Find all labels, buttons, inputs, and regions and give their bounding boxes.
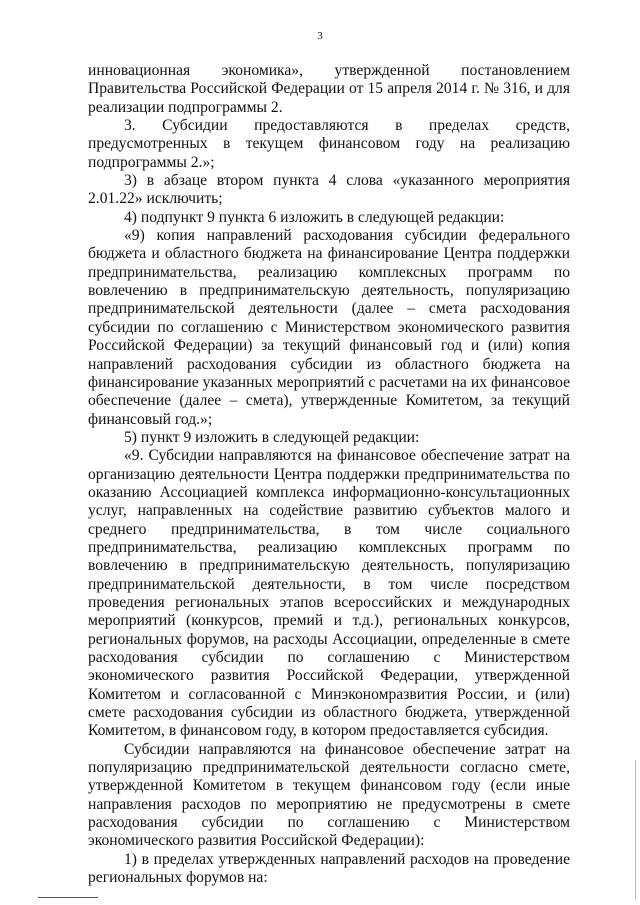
paragraph-item-1: 1) в пределах утвержденных направлений расходов на проведение региональных форумов на:	[88, 850, 570, 887]
paragraph-clause-9: «9. Субсидии направляются на финансовое обеспечение затрат на организацию деятельности Центра поддержки предпринимательства по оказанию Ассоциацией комплекса информационно-консультационных услуг, направленных на содействие развитию субъектов малого и среднего предпринимательства, в том числе социального предпринимательства, реализацию комплексных программ по вовлечению в предпринимательскую деятельность, популяризацию предпринимательской деятельности, в том числе посредством проведения региональных этапов всероссийских и международных мероприятий (конкурсов, премий и т.д.), региональных конкурсов, региональных форумов, на расходы Ассоциации, определенные в смете расходования субсидии по соглашению с Министерством экономического развития Российской Федерации, утвержденной Комитетом и согласованной с Минэкономразвития России, и (или) смете расходования субсидии из областного бюджета, утвержденной Комитетом, в финансовом году, в котором предоставляется субсидия.	[88, 447, 570, 740]
page-number: 3	[317, 30, 323, 42]
paragraph-subitem-9: «9) копия направлений расходования субсидии федерального бюджета и областного бюджета на финансирование Центра поддержки предпринимательства, реализацию комплексных программ по вовлечению в предпринимательскую деятельность, популяризацию предпринимательской деятельности (далее – смета расходования субсидии по соглашению с Министерством экономического развития Российской Федерации) за текущий финансовый год и (или) копия направлений расходования субсидии из областного бюджета на финансирование указанных мероприятий с расчетами на их финансовое обеспечение (далее – смета), утвержденные Комитетом, за текущий финансовый год.»;	[88, 227, 570, 428]
paragraph-continuation: инновационная экономика», утвержденной постановлением Правительства Российской Федерации от 15 апреля 2014 г. № 316, и для реализации подпрограммы 2.	[88, 62, 570, 116]
paragraph-subsidies: Субсидии направляются на финансовое обеспечение затрат на популяризацию предпринимательской деятельности согласно смете, утвержденной Комитетом в текущем финансовом году (если иные направления расходов по мероприятию не предусмотрены в смете расходования субсидии по соглашению с Министерством экономического развития Российской Федерации):	[88, 740, 570, 850]
paragraph-item-3: 3) в абзаце втором пункта 4 слова «указанного мероприятия 2.01.22» исключить;	[88, 172, 570, 208]
footer-rule	[38, 897, 98, 898]
paragraph-clause-3: 3. Субсидии предоставляются в пределах средств, предусмотренных в текущем финансовом году на реализацию подпрограммы 2.»;	[88, 117, 570, 171]
paragraph-item-4: 4) подпункт 9 пункта 6 изложить в следующей редакции:	[124, 208, 505, 226]
document-body	[88, 62, 570, 887]
paragraph-item-5: 5) пункт 9 изложить в следующей редакции:	[124, 428, 420, 446]
scan-edge-line	[635, 760, 636, 900]
